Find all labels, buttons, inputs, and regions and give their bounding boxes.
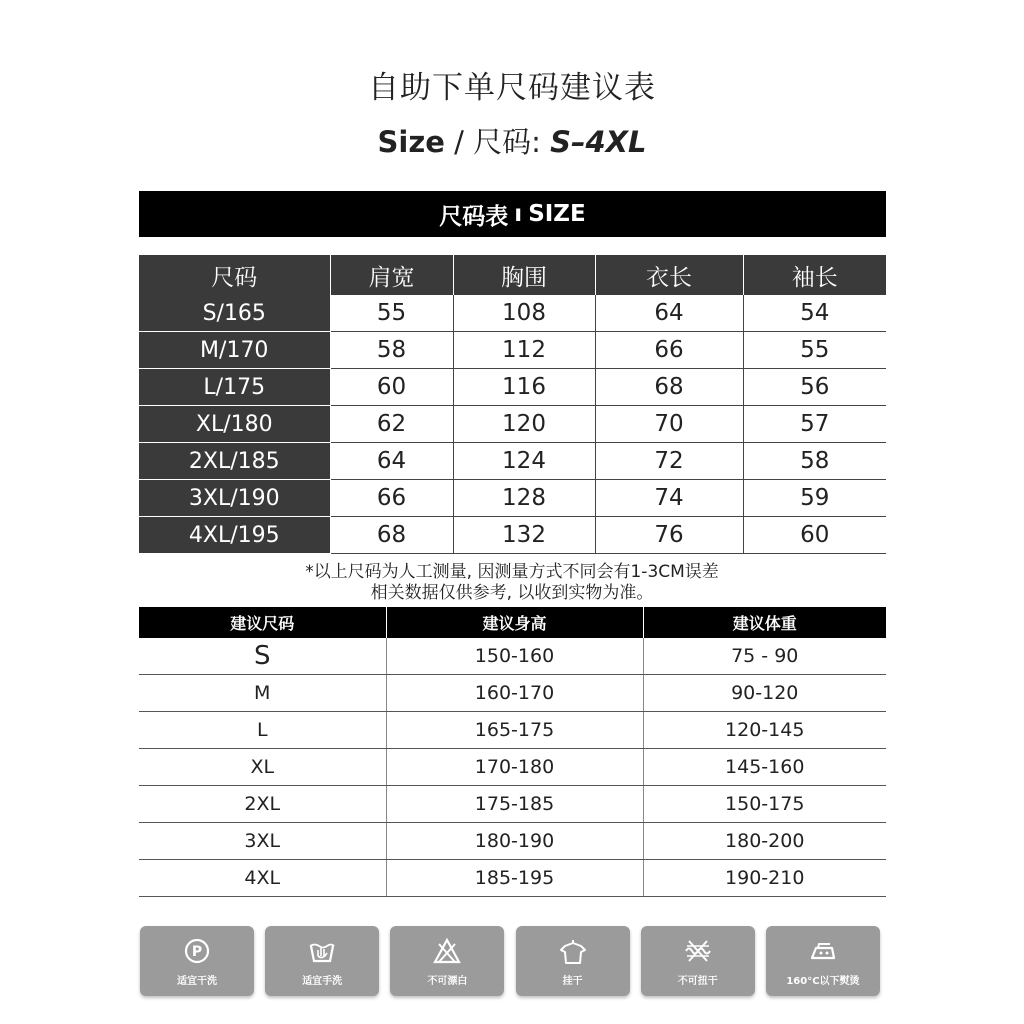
- length-cell: 66: [595, 332, 743, 369]
- note-line-2: 相关数据仅供参考, 以收到实物为准。: [370, 583, 654, 603]
- chest-cell: 112: [453, 332, 595, 369]
- care-item: [766, 926, 880, 996]
- care-label: 160°C以下熨烫: [786, 975, 860, 987]
- suggest-weight-cell: 190-210: [643, 860, 886, 897]
- iron-icon: [808, 936, 838, 966]
- header-shoulder: 肩宽: [330, 255, 453, 295]
- chest-cell: 120: [453, 406, 595, 443]
- suggest-table-row: [139, 860, 886, 897]
- sleeve-cell: 58: [743, 443, 886, 480]
- suggest-weight-cell: 150-175: [643, 786, 886, 823]
- suggest-weight-cell: 90-120: [643, 675, 886, 712]
- care-label: 适宜手洗: [302, 975, 343, 987]
- sleeve-cell: 55: [743, 332, 886, 369]
- subtitle-size-label: Size: [377, 125, 445, 159]
- chest-cell: 116: [453, 369, 595, 406]
- shoulder-cell: 68: [330, 517, 453, 554]
- suggest-table-row: [139, 786, 886, 823]
- size-table-header-row: [139, 255, 886, 295]
- suggest-weight-cell: 145-160: [643, 749, 886, 786]
- care-instructions: [140, 926, 880, 996]
- care-item: [390, 926, 504, 996]
- suggest-table-header-row: [139, 607, 886, 638]
- suggested-size-table: [139, 607, 886, 897]
- size-table-row: [139, 443, 886, 480]
- measurement-note: [0, 562, 1024, 604]
- header-size: 尺码: [139, 255, 330, 295]
- header-suggest-height: 建议身高: [386, 607, 643, 638]
- suggest-height-cell: 180-190: [386, 823, 643, 860]
- shoulder-cell: 58: [330, 332, 453, 369]
- size-measurement-table: [139, 255, 886, 554]
- size-cell: S/165: [139, 295, 330, 332]
- suggest-weight-cell: 180-200: [643, 823, 886, 860]
- dry-clean-icon: [182, 936, 212, 966]
- bar-en-label: SIZE: [528, 201, 586, 227]
- no-bleach-icon: [432, 936, 462, 966]
- length-cell: 72: [595, 443, 743, 480]
- bar-separator: ı: [514, 201, 523, 227]
- bar-cn-label: 尺码表: [439, 203, 509, 230]
- svg-text:P: P: [191, 943, 203, 960]
- suggest-table-row: [139, 638, 886, 675]
- sleeve-cell: 57: [743, 406, 886, 443]
- suggest-height-cell: 175-185: [386, 786, 643, 823]
- header-suggest-weight: 建议体重: [643, 607, 886, 638]
- size-table-row: [139, 480, 886, 517]
- sleeve-cell: 59: [743, 480, 886, 517]
- shoulder-cell: 62: [330, 406, 453, 443]
- length-cell: 64: [595, 295, 743, 332]
- care-item: [641, 926, 755, 996]
- shoulder-cell: 60: [330, 369, 453, 406]
- length-cell: 68: [595, 369, 743, 406]
- suggest-weight-cell: 120-145: [643, 712, 886, 749]
- size-cell: 3XL/190: [139, 480, 330, 517]
- care-label: 不可漂白: [427, 975, 468, 987]
- suggest-size-cell: 3XL: [139, 823, 386, 860]
- sleeve-cell: 54: [743, 295, 886, 332]
- suggest-size-cell: XL: [139, 749, 386, 786]
- chest-cell: 108: [453, 295, 595, 332]
- size-cell: 2XL/185: [139, 443, 330, 480]
- suggest-size-cell: M: [139, 675, 386, 712]
- size-table-row: [139, 406, 886, 443]
- care-label: 适宜干洗: [177, 975, 217, 987]
- suggest-height-cell: 165-175: [386, 712, 643, 749]
- page-title: 自助下单尺码建议表: [368, 70, 656, 106]
- shoulder-cell: 64: [330, 443, 453, 480]
- size-cell: XL/180: [139, 406, 330, 443]
- care-item: [265, 926, 379, 996]
- suggest-height-cell: 170-180: [386, 749, 643, 786]
- size-chart-header-bar: [139, 191, 886, 237]
- subtitle-separator: /: [444, 125, 474, 159]
- subtitle-cn-label: 尺码:: [473, 125, 541, 159]
- header-length: 衣长: [595, 255, 743, 295]
- size-cell: 4XL/195: [139, 517, 330, 554]
- header-sleeve: 袖长: [743, 255, 886, 295]
- size-table-row: [139, 332, 886, 369]
- size-table-row: [139, 517, 886, 554]
- note-line-1: *以上尺码为人工测量, 因测量方式不同会有1-3CM误差: [305, 562, 719, 582]
- length-cell: 70: [595, 406, 743, 443]
- suggest-size-cell: L: [139, 712, 386, 749]
- length-cell: 74: [595, 480, 743, 517]
- suggest-table-row: [139, 712, 886, 749]
- header-chest: 胸围: [453, 255, 595, 295]
- suggest-table-row: [139, 749, 886, 786]
- suggest-height-cell: 185-195: [386, 860, 643, 897]
- chest-cell: 128: [453, 480, 595, 517]
- care-item: [516, 926, 630, 996]
- suggest-size-cell: 4XL: [139, 860, 386, 897]
- suggest-size-cell: 2XL: [139, 786, 386, 823]
- size-table-row: [139, 295, 886, 332]
- no-wring-icon: [683, 936, 713, 966]
- page-subtitle: [0, 120, 1024, 161]
- suggest-height-cell: 150-160: [386, 638, 643, 675]
- suggest-height-cell: 160-170: [386, 675, 643, 712]
- suggest-table-row: [139, 823, 886, 860]
- subtitle-size-range: S–4XL: [550, 125, 647, 159]
- size-cell: L/175: [139, 369, 330, 406]
- care-label: 不可扭干: [677, 975, 718, 987]
- header-suggest-size: 建议尺码: [139, 607, 386, 638]
- care-label: 挂干: [562, 975, 583, 987]
- hand-wash-icon: [307, 936, 337, 966]
- suggest-weight-cell: 75 - 90: [643, 638, 886, 675]
- hang-dry-icon: [558, 936, 588, 966]
- chest-cell: 132: [453, 517, 595, 554]
- size-table-row: [139, 369, 886, 406]
- size-cell: M/170: [139, 332, 330, 369]
- sleeve-cell: 56: [743, 369, 886, 406]
- shoulder-cell: 55: [330, 295, 453, 332]
- suggest-table-row: [139, 675, 886, 712]
- sleeve-cell: 60: [743, 517, 886, 554]
- shoulder-cell: 66: [330, 480, 453, 517]
- chest-cell: 124: [453, 443, 595, 480]
- length-cell: 76: [595, 517, 743, 554]
- suggest-size-cell: S: [139, 638, 386, 675]
- care-item: [140, 926, 254, 996]
